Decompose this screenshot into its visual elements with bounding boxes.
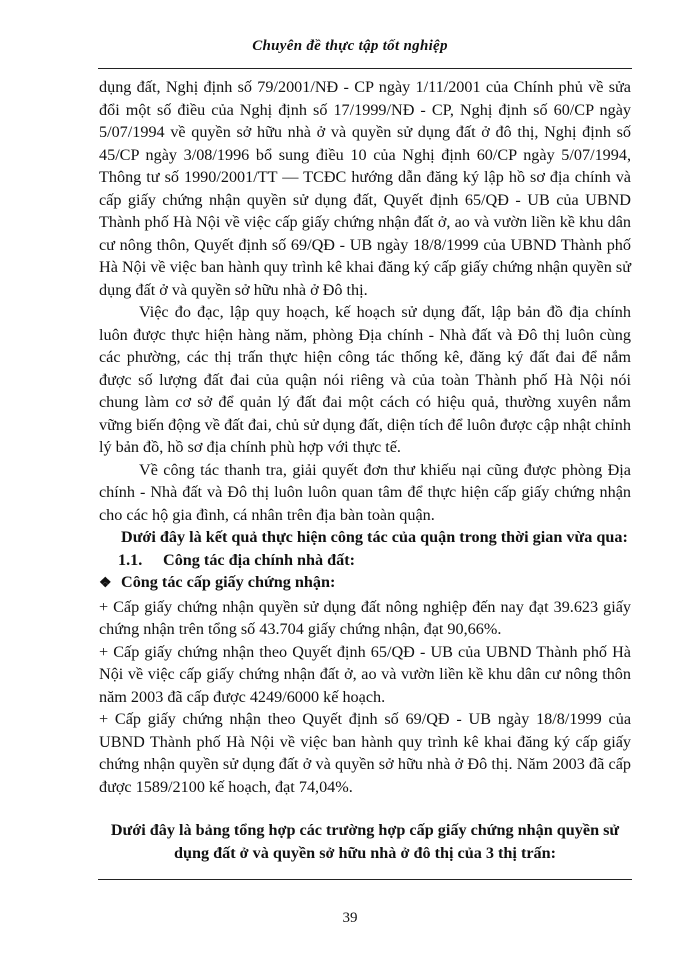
footer-rule (98, 879, 632, 880)
list-item-decision-65: + Cấp giấy chứng nhận theo Quyết định 65/QĐ - UB của UBND Thành phố Hà Nội về việc cấp giấy chứng nhận đất ở, ao và vườn liền kề khu dân cư nông thôn năm 2003 đã cấp được 4249/6000 kế hoạch. (99, 642, 631, 706)
section-number: 1.1. (118, 550, 143, 569)
section-title: Công tác địa chính nhà đất: (163, 550, 356, 569)
paragraph-inspection: Về công tác thanh tra, giải quyết đơn thư khiếu nại cũng được phòng Địa chính - Nhà đất và Đô thị luôn luôn quan tâm để thực hiện cấp giấy chứng nhận cho các hộ gia đình, cá nhân trên địa bàn toàn quận. (99, 460, 631, 524)
page-number: 39 (342, 910, 358, 926)
section-heading (99, 549, 631, 572)
document-body (99, 76, 631, 864)
table-intro-heading: Dưới đây là bảng tổng hợp các trường hợp cấp giấy chứng nhận quyền sử dụng đất ở và quyền sở hữu nhà ở đô thị của 3 thị trấn: (110, 821, 620, 862)
paragraph-legal-references: dụng đất, Nghị định số 79/2001/NĐ - CP ngày 1/11/2001 của Chính phủ về sửa đổi một số điều của Nghị định số 17/1999/NĐ - CP, Nghị định số 60/CP ngày 5/07/1994 về quyền sở hữu nhà ở và quyền sử dụng đất ở đô thị, Nghị định số 45/CP ngày 3/08/1996 bổ sung điều 10 của Nghị định 60/CP ngày 5/07/1994, Thông tư số 1990/2001/TT — TCĐC hướng dẫn đăng ký lập hồ sơ địa chính và cấp giấy chứng nhận quyền sử dụng đất, Quyết định 65/QĐ - UB của UBND Thành phố Hà Nội về việc cấp giấy chứng nhận đất ở, ao và vườn liền kề khu dân cư nông thôn, Quyết định số 69/QĐ - UB ngày 18/8/1999 của UBND Thành phố Hà Nội về việc ban hành quy trình kê khai đăng ký cấp giấy chứng nhận quyền sử dụng đất ở và quyền sở hữu nhà ở Đô thị. (99, 78, 631, 299)
subsection-title: Công tác cấp giấy chứng nhận: (121, 573, 336, 591)
list-item-agricultural: + Cấp giấy chứng nhận quyền sử dụng đất nông nghiệp đến nay đạt 39.623 giấy chứng nhận trên tổng số 43.704 giấy chứng nhận, đạt 90,66%. (99, 597, 631, 638)
paragraph-surveying: Việc đo đạc, lập quy hoạch, kế hoạch sử dụng đất, lập bản đồ địa chính luôn được thực hiện hàng năm, phòng Địa chính - Nhà đất và Đô thị luôn cùng các phường, các thị trấn thực hiện công tác thống kê, đăng ký đất đai để nắm được số lượng đất đai của quận nói riêng và của toàn Thành phố Hà Nội nói chung làm cơ sở để quản lý đất đai một cách có hiệu quả, thường xuyên nắm vững biến động về đất đai, chủ sử dụng đất, diện tích để luôn được cập nhật chỉnh lý bản đồ, hồ sơ địa chính phù hợp với thực tế. (99, 303, 631, 456)
header-rule (98, 68, 632, 69)
subsection-heading (99, 571, 631, 596)
running-header: Chuyên đề thực tập tốt nghiệp (252, 38, 448, 54)
results-heading: Dưới đây là kết quả thực hiện công tác của quận trong thời gian vừa qua: (121, 528, 628, 546)
diamond-bullet-icon: ❖ (99, 576, 112, 591)
list-item-decision-69: + Cấp giấy chứng nhận theo Quyết định số 69/QĐ - UB ngày 18/8/1999 của UBND Thành phố Hà Nội về việc ban hành quy trình kê khai đăng ký cấp giấy chứng nhận quyền sử dụng đất ở và quyền sở hữu nhà ở Đô thị. Năm 2003 đã cấp được 1589/2100 kế hoạch, đạt 74,04%. (99, 710, 631, 796)
